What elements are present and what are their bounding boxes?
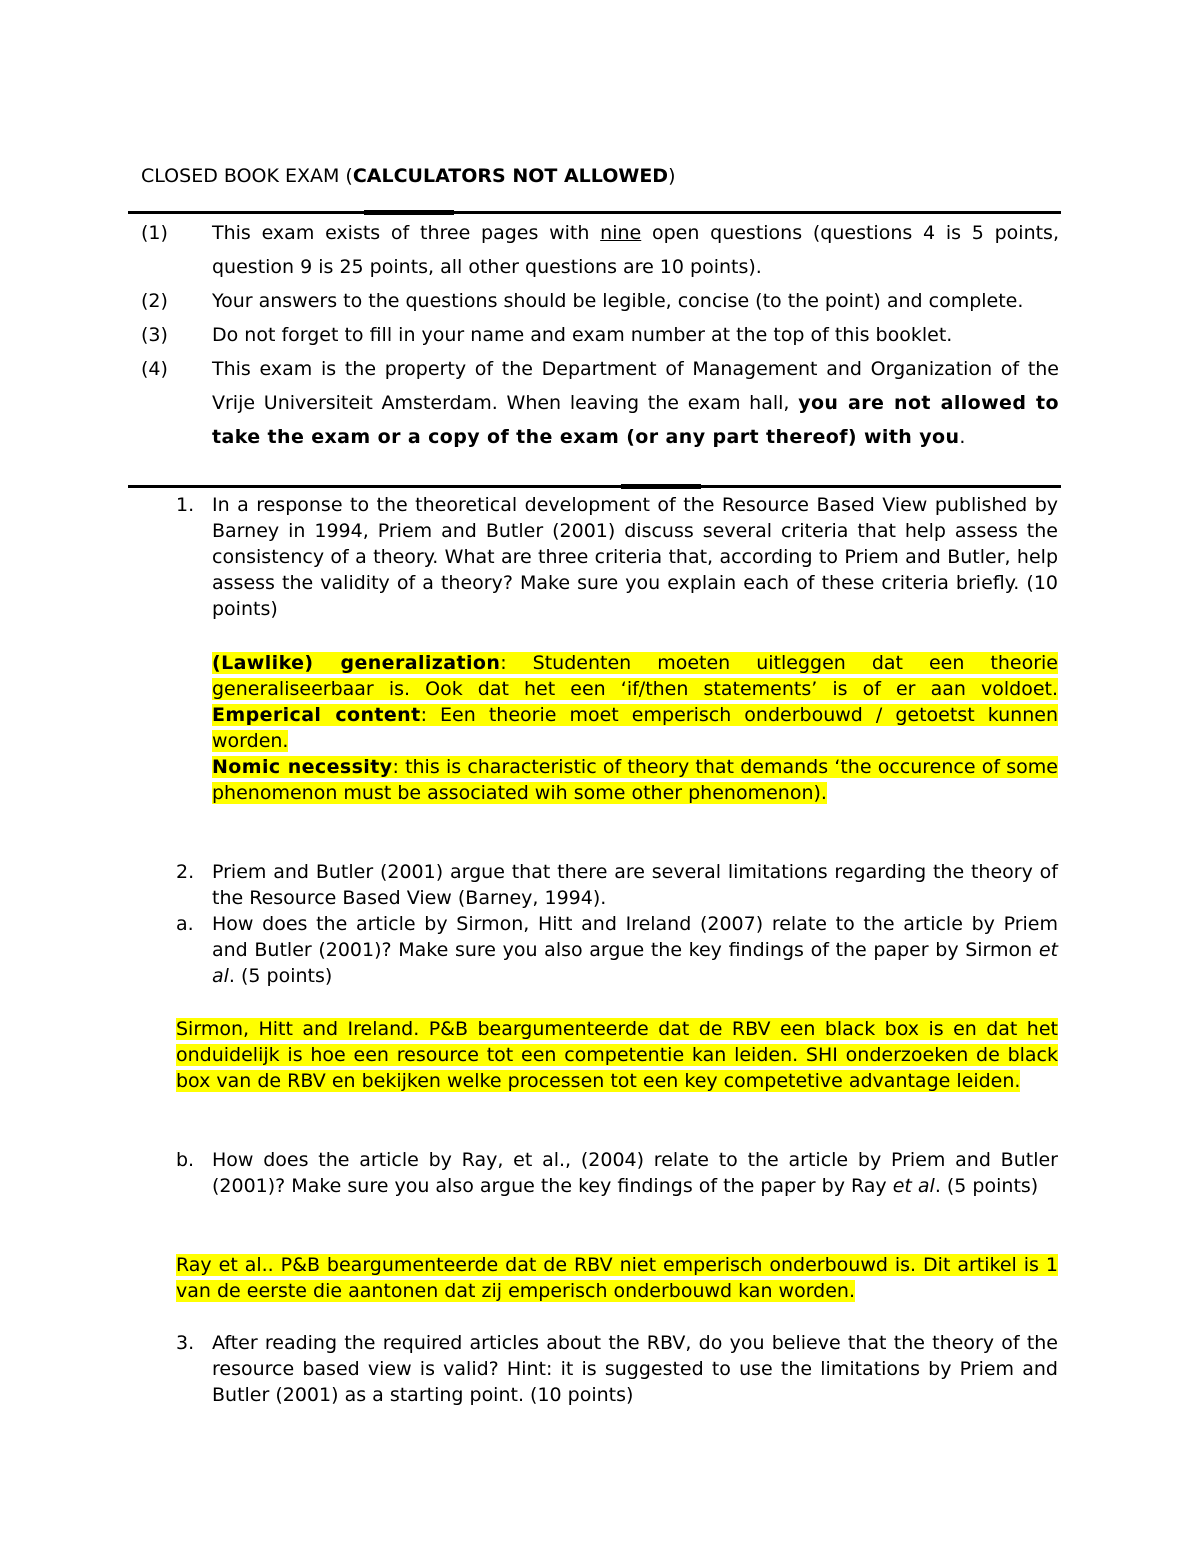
exam-title — [141, 163, 676, 189]
answer-1 — [212, 650, 1058, 806]
instruction-text: Your answers to the questions should be legible, concise (to the point) and complete. — [212, 290, 1024, 312]
title-close: ) — [668, 165, 676, 187]
bottom-divider — [128, 485, 1061, 488]
answer-text: Sirmon, Hitt and Ireland. P&B beargumenteerde dat de RBV een black box is en dat het onduidelijk is hoe een resource tot een competentie kan leiden. SHI onderzoeken de black box van de RBV en bekijken welke processen tot een key competetive advantage leiden. — [176, 1018, 1058, 1092]
question-3 — [176, 1330, 1058, 1408]
title-plain: CLOSED BOOK EXAM ( — [141, 165, 353, 187]
question-2 — [176, 859, 1058, 989]
instruction-text: This exam is the property of the Department of Management and Organization of the Vrije Universiteit Amsterdam. When leaving the exam hall, you are not allowed to take the exam or a copy of the exam (or any part thereof) with you. — [212, 358, 1059, 448]
question-number: 3. — [176, 1332, 195, 1354]
subquestion-letter: b. — [176, 1149, 195, 1171]
instruction-number: (4) — [141, 358, 168, 380]
answer-term: Emperical content — [212, 704, 421, 726]
instruction-number: (1) — [141, 222, 168, 244]
question-1 — [176, 492, 1058, 622]
top-divider-accent — [364, 210, 454, 215]
instruction-text: Do not forget to fill in your name and exam number at the top of this booklet. — [212, 324, 953, 346]
answer-line — [212, 754, 1058, 806]
question-text: After reading the required articles about the RBV, do you believe that the theory of the resource based view is valid? Hint: it is suggested to use the limitations by Priem and Butler (2001) as a starting point. (10 points) — [212, 1332, 1058, 1406]
answer-text: : this is characteristic of theory that demands ‘the occurence of some phenomenon must be associated wih some other phenomenon). — [212, 756, 1058, 804]
subquestion-text: How does the article by Sirmon, Hitt and Ireland (2007) relate to the article by Priem and Butler (2001)? Make sure you also argue the key findings of the paper by Sirmon et al. (5 points) — [212, 913, 1058, 987]
answer-term: Nomic necessity — [212, 756, 393, 778]
question-text: Priem and Butler (2001) argue that there are several limitations regarding the theory of the Resource Based View (Barney, 1994). — [212, 861, 1058, 909]
question-number: 2. — [176, 861, 195, 883]
bottom-divider-accent — [621, 484, 701, 489]
answer-text: : Een theorie moet emperisch onderbouwd / getoetst kunnen worden. — [212, 704, 1058, 752]
answer-line — [212, 650, 1058, 702]
subquestion-letter: a. — [176, 913, 194, 935]
subquestion-text: How does the article by Ray, et al., (2004) relate to the article by Priem and Butler (2001)? Make sure you also argue the key findings of the paper by Ray et al. (5 points) — [212, 1149, 1058, 1197]
warning-text: you are not allowed to take the exam or a copy of the exam (or any part thereof) with you — [212, 392, 1059, 448]
underlined-nine: nine — [600, 222, 642, 244]
answer-text: Ray et al.. P&B beargumenteerde dat de RBV niet emperisch onderbouwd is. Dit artikel is 1 van de eerste die aantonen dat zij emperisch onderbouwd kan worden. — [176, 1254, 1058, 1302]
question-number: 1. — [176, 494, 195, 516]
instruction-item — [141, 352, 1059, 454]
instruction-item — [141, 284, 1059, 318]
answer-line — [212, 702, 1058, 754]
instructions-list — [141, 216, 1059, 454]
answer-term: (Lawlike) generalization — [212, 652, 501, 674]
instruction-text: This exam exists of three pages with nine open questions (questions 4 is 5 points, question 9 is 25 points, all other questions are 10 points). — [212, 222, 1059, 278]
instruction-item — [141, 216, 1059, 284]
answer-2b — [176, 1252, 1058, 1304]
instruction-item — [141, 318, 1059, 352]
question-2b — [176, 1147, 1058, 1199]
answer-2a — [176, 1016, 1058, 1094]
instruction-number: (2) — [141, 290, 168, 312]
answer-text: : Studenten moeten uitleggen dat een theorie generaliseerbaar is. Ook dat het een ‘if/then statements’ is of er aan voldoet. — [212, 652, 1058, 700]
title-bold: CALCULATORS NOT ALLOWED — [352, 165, 669, 187]
instruction-number: (3) — [141, 324, 168, 346]
question-text: In a response to the theoretical development of the Resource Based View published by Barney in 1994, Priem and Butler (2001) discuss several criteria that help assess the consistency of a theory. What are three criteria that, according to Priem and Butler, help assess the validity of a theory? Make sure you explain each of these criteria briefly. (10 points) — [212, 494, 1058, 620]
top-divider — [128, 211, 1061, 214]
